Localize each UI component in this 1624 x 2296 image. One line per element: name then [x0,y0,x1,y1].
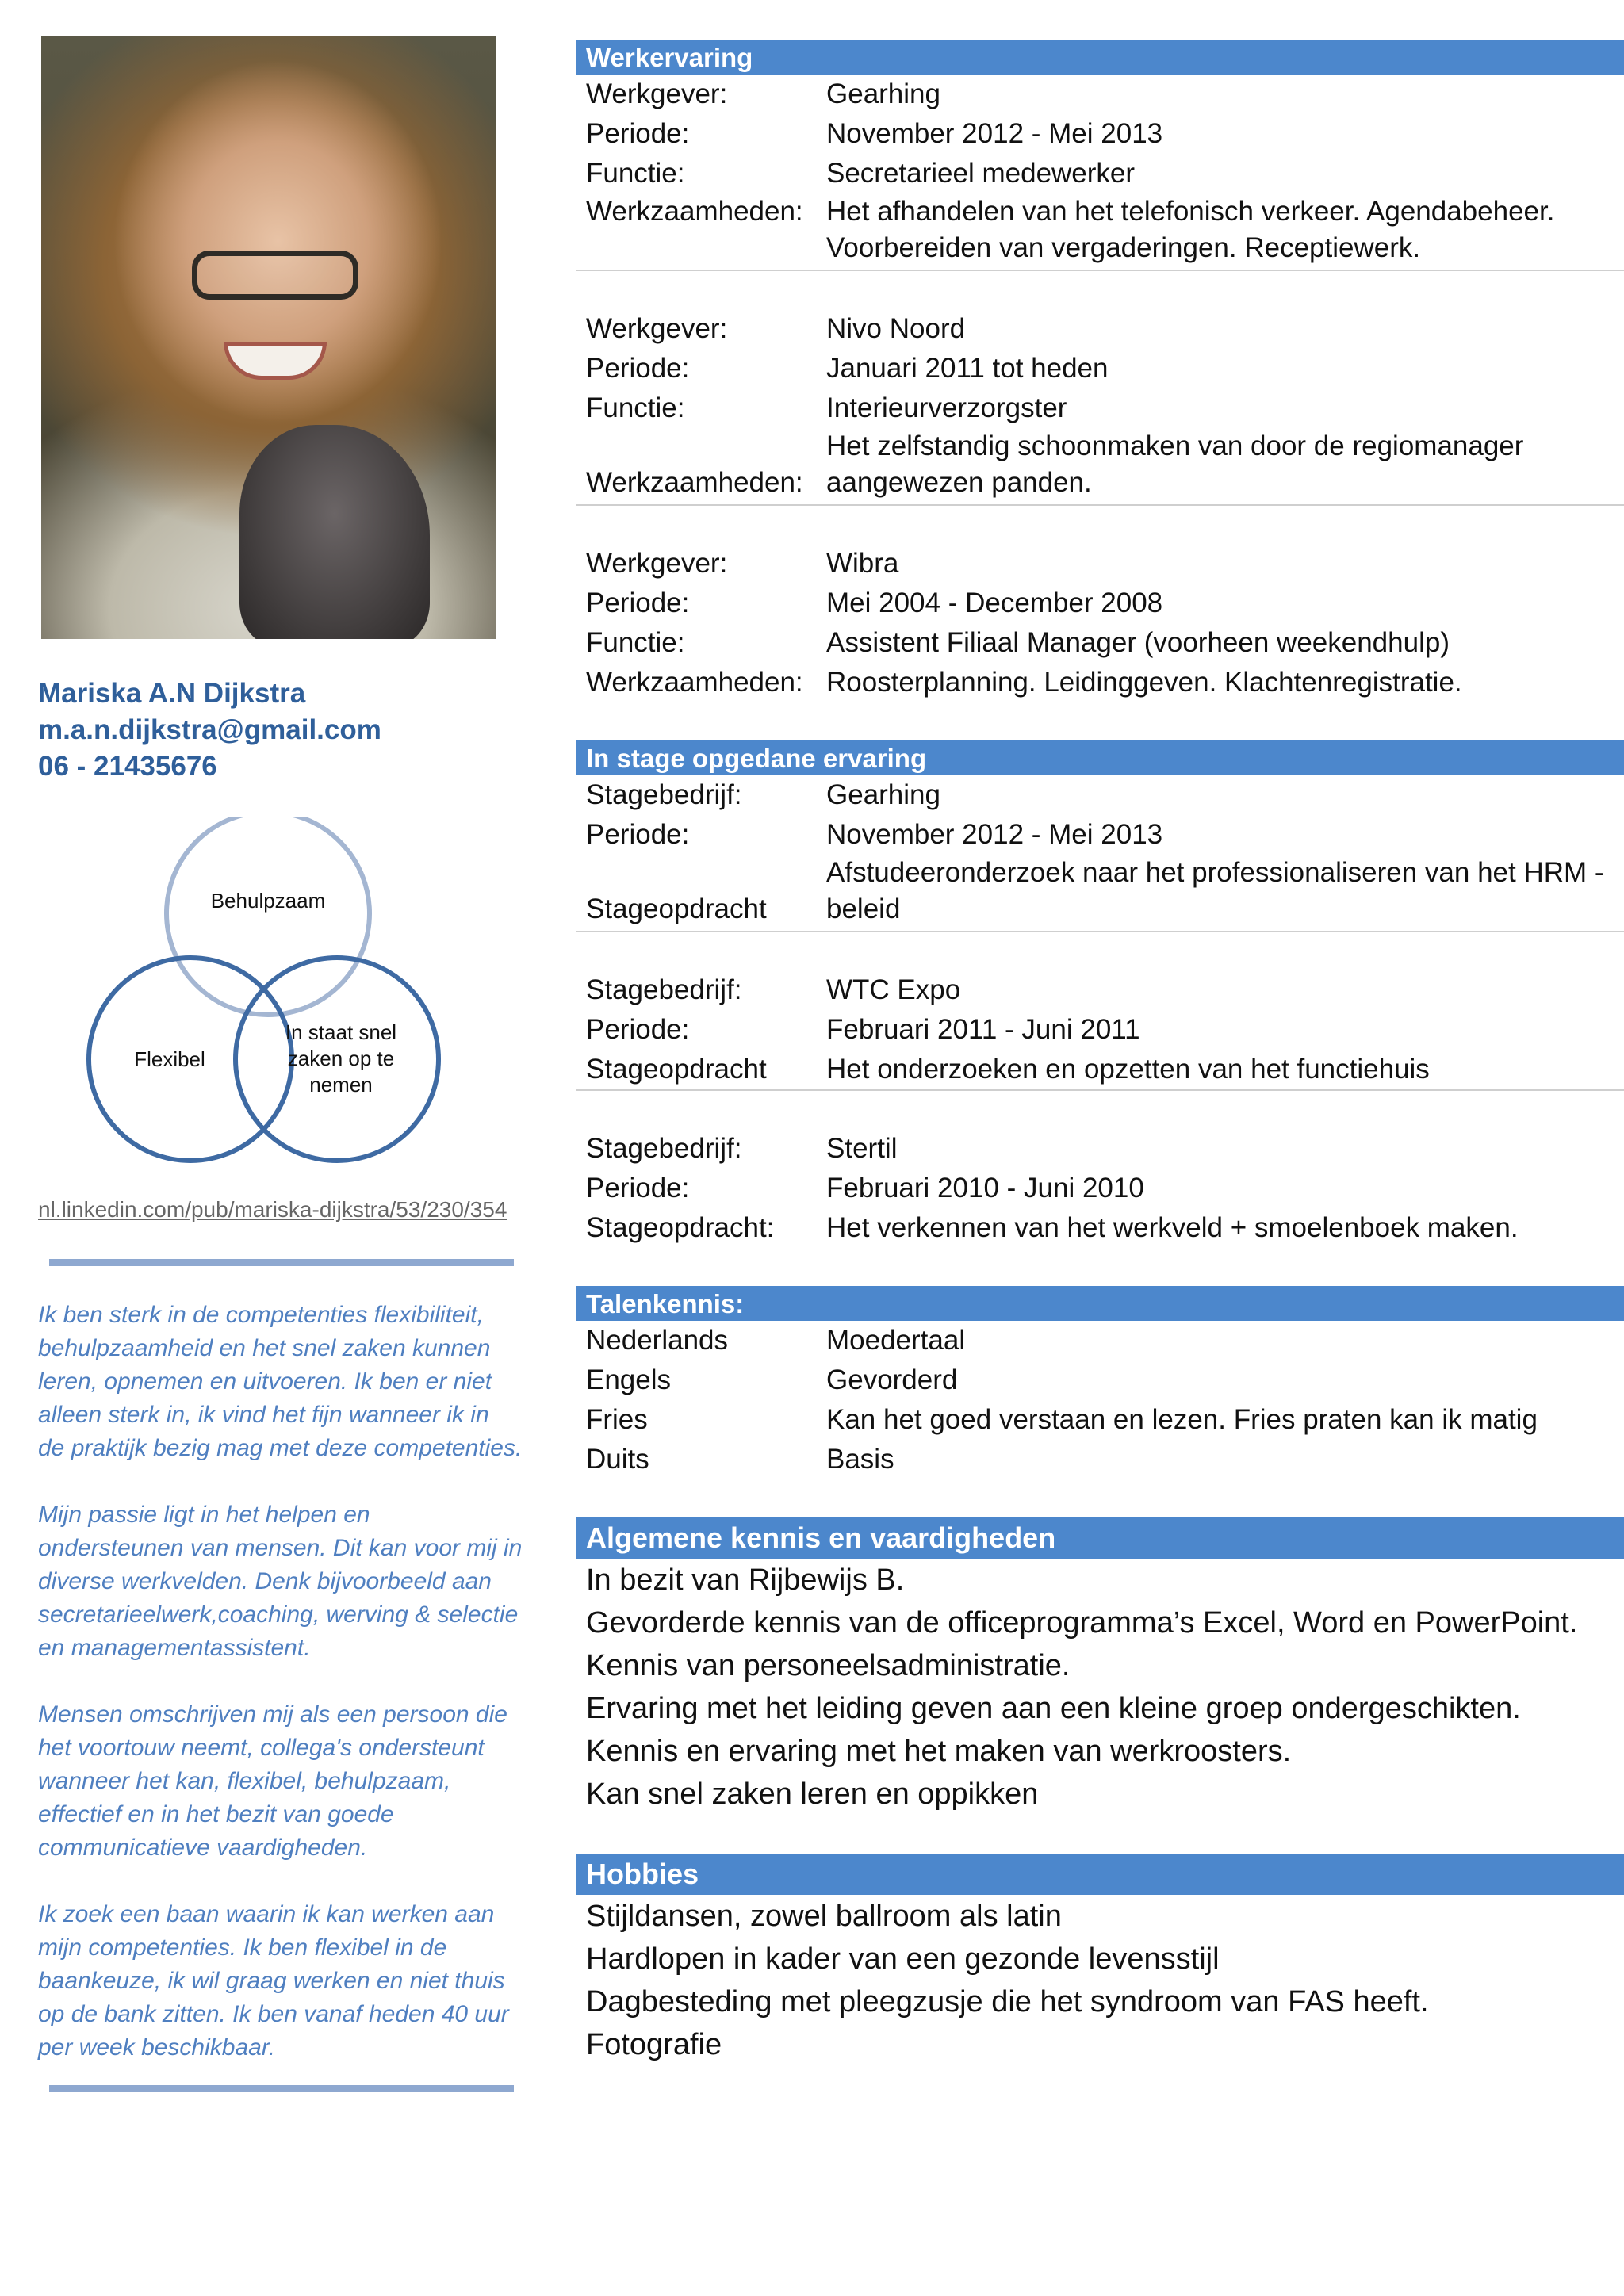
field-label: Functie: [586,627,685,658]
tasks-value [826,428,1624,501]
work-entry [576,309,1624,506]
field-label: Stageopdracht [586,1054,767,1085]
smile-shape [224,342,327,380]
about-text [38,1299,553,2098]
internship-entry [576,775,1624,932]
employer-value: Nivo Noord [826,313,966,344]
about-line: de praktijk bezig mag met deze competenties. [38,1435,523,1461]
glasses-shape [192,251,358,300]
about-line: per week beschikbaar. [38,2034,276,2061]
person-phone: 06 - 21435676 [38,751,217,782]
language-name: Engels [586,1364,672,1395]
about-line: effectief en in het bezit van goede [38,1801,394,1827]
about-line: communicatieve vaardigheden. [38,1835,368,1861]
assignment-line: beleid [826,894,901,924]
venn-label-right-line: In staat snel [285,1020,397,1044]
function-value: Interieurverzorgster [826,392,1067,423]
assignment-value [826,855,1624,928]
assignment-value: Het verkennen van het werkveld + smoelenboek maken. [826,1212,1519,1243]
language-level: Basis [826,1444,894,1475]
skill-item: In bezit van Rijbewijs B. [586,1563,905,1597]
venn-label-right-line: nemen [309,1073,373,1096]
about-line: baankeuze, ik wil graag werken en niet thuis [38,1968,505,1994]
field-label: Periode: [586,118,690,149]
scarf-shape [239,425,430,639]
skill-item: Kennis van personeelsadministratie. [586,1649,1071,1682]
field-label: Stagebedrijf: [586,779,742,810]
language-level: Kan het goed verstaan en lezen. Fries praten kan ik matig [826,1404,1538,1435]
field-label: Periode: [586,1173,690,1203]
profile-photo [41,36,496,639]
language-name: Fries [586,1404,648,1435]
company-value: WTC Expo [826,974,961,1005]
tasks-line: Het zelfstandig schoonmaken van door de regiomanager [826,430,1524,461]
assignment-line: Afstudeeronderzoek naar het professionaliseren van het HRM - [826,857,1604,888]
about-line: Ik ben sterk in de competenties flexibiliteit, [38,1302,484,1328]
field-label: Werkgever: [586,313,728,344]
venn-label-top: Behulpzaam [210,889,326,913]
field-label: Stagebedrijf: [586,974,742,1005]
venn-label-right-line: zaken op te [287,1047,395,1070]
divider-top [49,1259,514,1266]
language-level: Gevorderd [826,1364,958,1395]
language-level: Moedertaal [826,1325,966,1356]
tasks-line: aangewezen panden. [826,467,1092,498]
field-label: Werkzaamheden: [586,467,803,498]
about-paragraph [38,1698,553,1865]
about-line: secretarieelwerk,coaching, werving & selectie [38,1601,519,1628]
contact-block [38,675,381,785]
company-value: Gearhing [826,779,940,810]
about-line: alleen sterk in, ik vind het fijn wanneer ik in [38,1402,489,1428]
section-header-hobbies: Hobbies [576,1854,1624,1895]
skill-item: Ervaring met het leiding geven aan een kleine groep ondergeschikten. [586,1692,1521,1725]
field-label: Werkzaamheden: [586,196,803,227]
about-line: en managementassistent. [38,1635,311,1661]
about-line: behulpzaamheid en het snel zaken kunnen [38,1335,491,1361]
field-label: Werkgever: [586,78,728,109]
work-entry [576,544,1624,702]
tasks-value: Roosterplanning. Leidinggeven. Klachtenregistratie. [826,667,1462,698]
field-label: Stagebedrijf: [586,1133,742,1164]
field-label: Werkzaamheden: [586,667,803,698]
field-label: Periode: [586,353,690,384]
about-line: ondersteunen van mensen. Dit kan voor mij in [38,1535,523,1561]
skill-item: Kennis en ervaring met het maken van werkroosters. [586,1735,1292,1768]
divider-bottom [49,2085,514,2092]
employer-value: Gearhing [826,78,940,109]
internship-entry [576,970,1624,1091]
function-value: Secretarieel medewerker [826,158,1136,189]
tasks-value [826,193,1624,266]
person-email[interactable]: m.a.n.dijkstra@gmail.com [38,714,381,745]
field-label: Periode: [586,819,690,850]
tasks-line: Het afhandelen van het telefonisch verkeer. Agendabeheer. [826,196,1555,227]
about-paragraph [38,1498,553,1665]
company-value: Stertil [826,1133,898,1164]
internship-entry [576,1129,1624,1248]
hobby-item: Hardlopen in kader van een gezonde levensstijl [586,1942,1220,1976]
about-line: diverse werkvelden. Denk bijvoorbeeld aan [38,1568,492,1594]
field-label: Werkgever: [586,548,728,579]
about-line: leren, opnemen en uitvoeren. Ik ben er niet [38,1368,492,1395]
skill-item: Kan snel zaken leren en oppikken [586,1777,1039,1811]
section-header-talen: Talenkennis: [576,1286,1624,1321]
venn-label-left: Flexibel [134,1047,205,1071]
about-line: mijn competenties. Ik ben flexibel in de [38,1934,447,1961]
period-value: November 2012 - Mei 2013 [826,118,1163,149]
about-line: het voortouw neemt, collega's ondersteunt [38,1735,485,1761]
function-value: Assistent Filiaal Manager (voorheen weekendhulp) [826,627,1450,658]
field-label: Functie: [586,392,685,423]
hobby-item: Stijldansen, zowel ballroom als latin [586,1900,1062,1933]
field-label: Periode: [586,1014,690,1045]
assignment-value: Het onderzoeken en opzetten van het functiehuis [826,1054,1430,1085]
hobby-item: Dagbesteding met pleegzusje die het syndroom van FAS heeft. [586,1985,1429,2019]
section-header-kennis: Algemene kennis en vaardigheden [576,1517,1624,1559]
about-line: Mijn passie ligt in het helpen en [38,1502,370,1528]
field-label: Stageopdracht [586,894,767,924]
skill-item: Gevorderde kennis van de officeprogramma’s Excel, Word en PowerPoint. [586,1606,1578,1640]
venn-label-right [282,1020,400,1098]
about-line: wanneer het kan, flexibel, behulpzaam, [38,1768,451,1794]
about-paragraph [38,1898,553,2064]
competencies-venn-diagram [79,817,452,1165]
skills-list [576,1559,1624,1816]
period-value: Februari 2010 - Juni 2010 [826,1173,1144,1203]
period-value: Februari 2011 - Juni 2011 [826,1014,1140,1045]
period-value: November 2012 - Mei 2013 [826,819,1163,850]
linkedin-link[interactable]: nl.linkedin.com/pub/mariska-dijkstra/53/230/354 [38,1197,508,1222]
period-value: Mei 2004 - December 2008 [826,587,1163,618]
languages-list [576,1321,1624,1479]
about-line: Mensen omschrijven mij als een persoon die [38,1701,508,1728]
field-label: Stageopdracht: [586,1212,775,1243]
hobby-item: Fotografie [586,2028,722,2061]
language-name: Duits [586,1444,649,1475]
hobbies-list [576,1895,1624,2066]
main-column [576,40,1624,2066]
field-label: Periode: [586,587,690,618]
period-value: Januari 2011 tot heden [826,353,1109,384]
field-label: Functie: [586,158,685,189]
about-line: Ik zoek een baan waarin ik kan werken aan [38,1901,495,1927]
language-name: Nederlands [586,1325,728,1356]
section-header-stage: In stage opgedane ervaring [576,740,1624,775]
about-line: op de bank zitten. Ik ben vanaf heden 40 uur [38,2001,509,2027]
employer-value: Wibra [826,548,899,579]
person-name: Mariska A.N Dijkstra [38,678,306,709]
about-paragraph [38,1299,553,1465]
venn-svg [79,817,452,1165]
tasks-line: Voorbereiden van vergaderingen. Receptiewerk. [826,232,1421,263]
section-header-werkervaring: Werkervaring [576,40,1624,75]
work-entry [576,75,1624,271]
